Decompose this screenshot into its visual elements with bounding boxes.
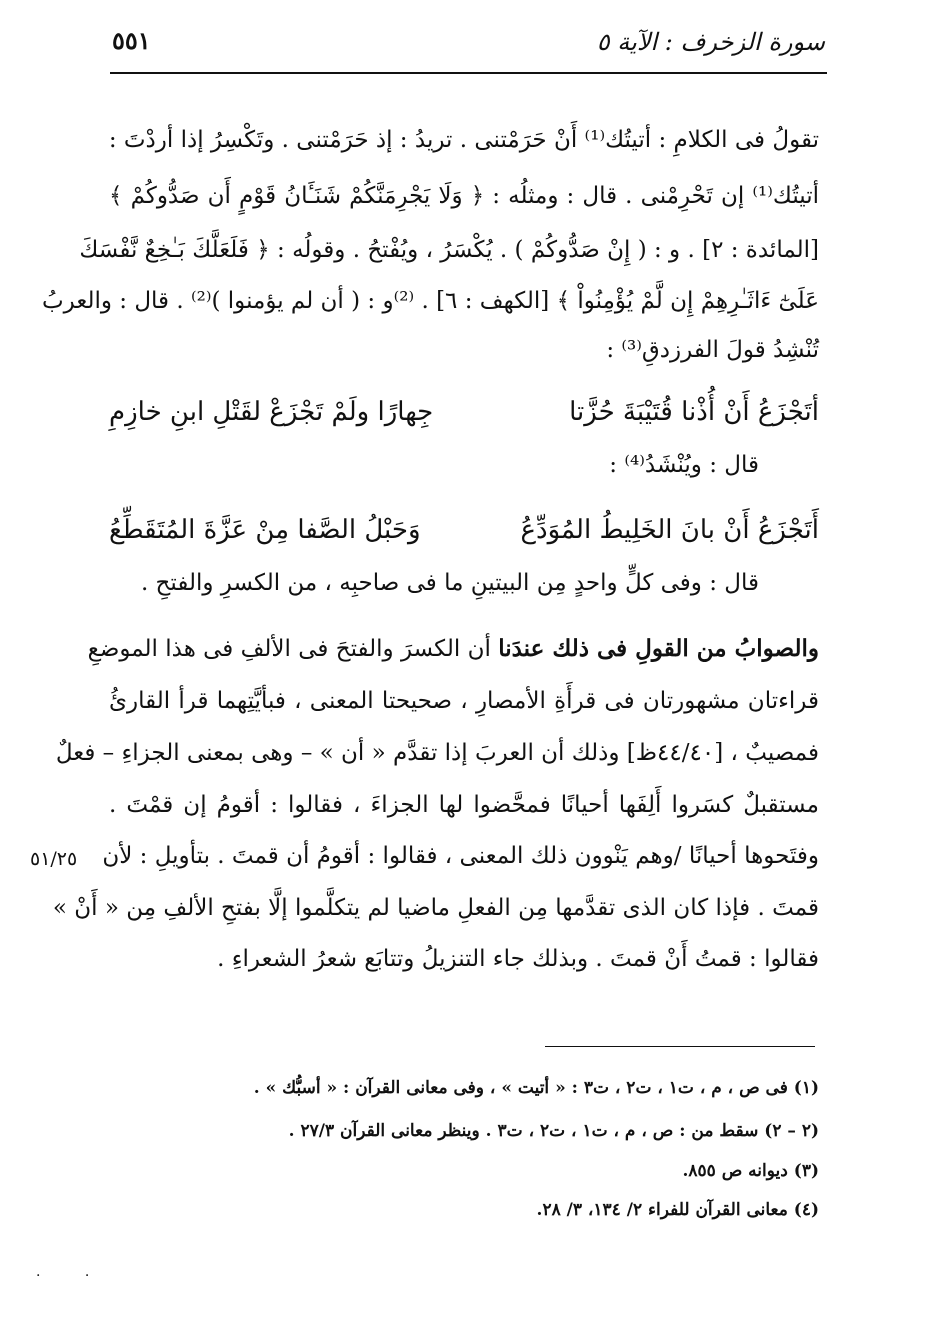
bold-lead-phrase: والصوابُ من القولِ فى ذلك عندَنا [498,635,819,662]
footnote-3: (٣) ديوانه ص ٨٥٥. [682,1161,819,1181]
recitation-intro: قال : ويُنْشَدُ⁽⁴⁾ : [609,452,759,478]
verse-right-hemistich: أَتَجْزَعُ أَنْ بانَ الخَلِيطُ المُوَدِّعُ [520,515,819,545]
footnote-2: (٢ – ٢) سقط من : ص ، م ، ت١ ، ت٢ ، ت٣ . وينظر معانى القرآن ٢٧/٣ . [288,1121,819,1141]
text-line: مستقبلٌ كسَروا أَلِفَها أحيانًا فمحَّضوا لها الجزاءَ ، فقالوا : أقومُ إن قمْتَ . [109,792,819,818]
text-line: تُنْشِدُ قولَ الفرزدقِ⁽³⁾ : [606,337,819,363]
header-divider [110,72,827,74]
text-line-lead [87,635,819,662]
footnote-divider [545,1046,815,1047]
text-line: [المائدة : ٢] . و : ( إِنْ صَدُّوكُمْ ) . يُكْسَرُ ، ويُفْتحُ . وقولُه : ﴿ فَلَعَلَّكَ بَـٰخِعٌ نَّفْسَكَ [79,237,819,263]
text-line: قمتَ . فإذا كان الذى تقدَّمها مِن الفعلِ ماضيا لم يتكلَّموا إلَّا بفتحِ الألفِ مِن « أَنْ » [52,895,819,921]
manuscript-folio-marker: ٥١/٢٥ [30,848,78,870]
poetry-verse-1 [109,397,819,427]
text-line: وفتَحوها أحيانًا /وهم يَنْوون ذلك المعنى ، فقالوا : أقومُ أن قمتَ . بتأويلِ : لأن [102,843,819,869]
footnote-4: (٤) معانى القرآن للفراء ٢/ ١٣٤، ٣/ ٢٨. [536,1200,819,1220]
verse-comment: قال : وفى كلٍّ واحدٍ مِن البيتينِ ما فى صاحبِه ، من الكسرِ والفتحِ . [140,570,759,596]
text-line: تقولُ فى الكلامِ : أتيتُك⁽¹⁾ أَنْ حَرَمْتنى . تريدُ : إذ حَرَمْتنى . وتَكْسِرُ إذا أردْتَ : [108,127,819,153]
text-line: فقالوا : قمتُ أَنْ قمتَ . وبذلك جاء التنزيلُ وتتابَع شعرُ الشعراءِ . [217,946,819,972]
verse-left-hemistich: جِهارًا ولَمْ تَجْزَعْ لقَتْلِ ابنِ خازِمِ [109,397,434,427]
scan-specks: · · [36,1268,110,1284]
verse-left-hemistich: وَحَبْلُ الصَّفا مِنْ عَزَّةَ المُتَقَطِّعُ [109,515,421,545]
text-line: عَلَىٰٓ ءَاثَـٰرِهِمْ إِن لَّمْ يُؤْمِنُواْ ﴾ [الكهف : ٦] . ⁽²⁾و : ( أن لم يؤمنوا )⁽²⁾ . قال : والعربُ [42,288,819,314]
running-header-title: سورة الزخرف : الآية ٥ [596,28,825,56]
poetry-verse-2 [109,515,819,545]
text-line: فمصيبٌ ، [٤٤/٤٠ظ] وذلك أن العربَ إذا تقدَّم « أن » – وهى بمعنى الجزاءِ – فعلٌ [55,740,819,766]
verse-right-hemistich: أتَجْزَعُ أَنْ أُذْنا قُتَيْبَةَ حُزَّتا [569,397,819,427]
footnote-1: (١) فى ص ، م ، ت١ ، ت٢ ، ت٣ : « أتيت » ، وفى معانى القرآن : « أسبُّك » . [253,1078,819,1098]
text-line-rest: أن الكسرَ والفتحَ فى الألفِ فى هذا الموضعِ [87,636,491,662]
page-number: ٥٥١ [112,26,151,55]
text-line: قراءتان مشهورتان فى قرأَةِ الأمصارِ ، صحيحتا المعنى ، فبأيَّتِهما قرأ القارئُ [109,688,819,714]
text-line: أتيتُك⁽¹⁾ إن تَحْرِمْنى . قال : ومثلُه : ﴿ وَلَا يَجْرِمَنَّكُمْ شَنَـَٔانُ قَوْمٍ أَن صَدُّوكُمْ ﴾ [109,183,819,209]
